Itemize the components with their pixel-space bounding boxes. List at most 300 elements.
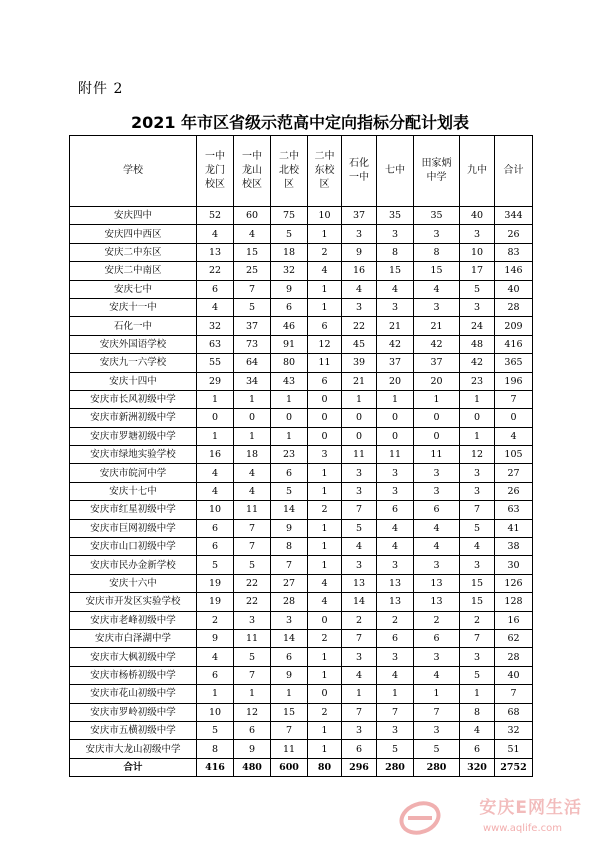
quota-cell: 10 xyxy=(460,243,495,261)
quota-cell: 5 xyxy=(197,556,234,574)
quota-cell: 2 xyxy=(197,611,234,629)
quota-cell: 5 xyxy=(271,482,308,500)
quota-cell: 0 xyxy=(377,427,414,445)
quota-cell: 27 xyxy=(495,464,533,482)
table-row xyxy=(70,372,533,390)
quota-cell: 30 xyxy=(495,556,533,574)
quota-cell: 16 xyxy=(495,611,533,629)
school-name-cell: 安庆市大枫初级中学 xyxy=(70,648,197,666)
quota-cell: 1 xyxy=(414,685,460,703)
quota-cell: 19 xyxy=(197,574,234,592)
quota-cell: 11 xyxy=(342,446,377,464)
quota-cell: 9 xyxy=(342,243,377,261)
quota-cell: 37 xyxy=(234,317,271,335)
school-name-cell: 安庆市民办金新学校 xyxy=(70,556,197,574)
table-row xyxy=(70,390,533,408)
table-row xyxy=(70,740,533,758)
quota-cell: 9 xyxy=(271,666,308,684)
table-row xyxy=(70,243,533,261)
quota-cell: 365 xyxy=(495,354,533,372)
quota-cell: 5 xyxy=(342,519,377,537)
quota-cell: 3 xyxy=(342,482,377,500)
quota-cell: 6 xyxy=(197,280,234,298)
quota-cell: 14 xyxy=(271,629,308,647)
quota-cell: 5 xyxy=(460,666,495,684)
quota-cell: 4 xyxy=(197,464,234,482)
quota-cell: 3 xyxy=(460,482,495,500)
total-cell: 296 xyxy=(342,758,377,776)
quota-cell: 24 xyxy=(460,317,495,335)
quota-cell: 7 xyxy=(234,519,271,537)
table-row xyxy=(70,685,533,703)
quota-cell: 29 xyxy=(197,372,234,390)
quota-cell: 26 xyxy=(495,225,533,243)
column-header: 田家炳中学 xyxy=(414,136,460,207)
quota-cell: 6 xyxy=(460,740,495,758)
quota-cell: 4 xyxy=(377,280,414,298)
table-row xyxy=(70,629,533,647)
quota-cell: 40 xyxy=(460,207,495,225)
quota-cell: 1 xyxy=(308,648,342,666)
quota-cell: 3 xyxy=(377,482,414,500)
quota-cell: 46 xyxy=(271,317,308,335)
quota-cell: 126 xyxy=(495,574,533,592)
quota-cell: 13 xyxy=(414,593,460,611)
quota-cell: 9 xyxy=(271,280,308,298)
quota-cell: 0 xyxy=(377,409,414,427)
quota-cell: 37 xyxy=(414,354,460,372)
quota-cell: 3 xyxy=(460,556,495,574)
quota-cell: 3 xyxy=(414,721,460,739)
quota-cell: 7 xyxy=(342,501,377,519)
quota-cell: 6 xyxy=(234,721,271,739)
school-name-cell: 安庆二中南区 xyxy=(70,262,197,280)
quota-cell: 1 xyxy=(308,740,342,758)
quota-cell: 7 xyxy=(234,280,271,298)
quota-cell: 4 xyxy=(414,280,460,298)
quota-cell: 48 xyxy=(460,335,495,353)
quota-cell: 68 xyxy=(495,703,533,721)
table-row xyxy=(70,464,533,482)
quota-cell: 15 xyxy=(377,262,414,280)
quota-cell: 0 xyxy=(308,409,342,427)
quota-cell: 1 xyxy=(308,519,342,537)
quota-cell: 10 xyxy=(308,207,342,225)
quota-cell: 209 xyxy=(495,317,533,335)
quota-cell: 11 xyxy=(308,354,342,372)
quota-cell: 3 xyxy=(342,225,377,243)
quota-cell: 3 xyxy=(342,298,377,316)
quota-cell: 1 xyxy=(460,427,495,445)
quota-cell: 4 xyxy=(197,225,234,243)
quota-cell: 6 xyxy=(308,317,342,335)
quota-cell: 75 xyxy=(271,207,308,225)
quota-cell: 18 xyxy=(271,243,308,261)
quota-cell: 1 xyxy=(377,390,414,408)
quota-cell: 45 xyxy=(342,335,377,353)
quota-cell: 3 xyxy=(342,556,377,574)
table-row xyxy=(70,298,533,316)
quota-cell: 22 xyxy=(197,262,234,280)
column-header: 一中龙山校区 xyxy=(234,136,271,207)
quota-cell: 4 xyxy=(414,538,460,556)
school-name-cell: 安庆市山口初级中学 xyxy=(70,538,197,556)
quota-cell: 28 xyxy=(495,648,533,666)
quota-cell: 35 xyxy=(414,207,460,225)
quota-cell: 0 xyxy=(460,409,495,427)
quota-cell: 32 xyxy=(495,721,533,739)
school-name-cell: 安庆市绿地实验学校 xyxy=(70,446,197,464)
quota-cell: 23 xyxy=(271,446,308,464)
quota-cell: 416 xyxy=(495,335,533,353)
quota-cell: 13 xyxy=(197,243,234,261)
quota-cell: 3 xyxy=(377,225,414,243)
table-row xyxy=(70,317,533,335)
table-row xyxy=(70,648,533,666)
school-name-cell: 安庆七中 xyxy=(70,280,197,298)
quota-cell: 28 xyxy=(495,298,533,316)
quota-cell: 60 xyxy=(234,207,271,225)
quota-cell: 11 xyxy=(271,740,308,758)
quota-cell: 0 xyxy=(495,409,533,427)
column-header: 合计 xyxy=(495,136,533,207)
school-name-cell: 安庆市白泽湖中学 xyxy=(70,629,197,647)
quota-cell: 13 xyxy=(377,574,414,592)
quota-cell: 37 xyxy=(377,354,414,372)
quota-cell: 3 xyxy=(342,648,377,666)
quota-cell: 41 xyxy=(495,519,533,537)
quota-cell: 3 xyxy=(377,648,414,666)
quota-cell: 40 xyxy=(495,666,533,684)
quota-cell: 83 xyxy=(495,243,533,261)
quota-cell: 11 xyxy=(234,629,271,647)
quota-cell: 6 xyxy=(197,538,234,556)
school-name-cell: 安庆十四中 xyxy=(70,372,197,390)
quota-cell: 19 xyxy=(197,593,234,611)
column-header: 学校 xyxy=(70,136,197,207)
quota-cell: 7 xyxy=(271,721,308,739)
table-row xyxy=(70,666,533,684)
quota-cell: 1 xyxy=(377,685,414,703)
quota-cell: 15 xyxy=(460,593,495,611)
quota-cell: 34 xyxy=(234,372,271,390)
quota-cell: 4 xyxy=(414,519,460,537)
quota-cell: 3 xyxy=(460,648,495,666)
quota-cell: 37 xyxy=(342,207,377,225)
quota-cell: 21 xyxy=(414,317,460,335)
quota-cell: 16 xyxy=(342,262,377,280)
quota-cell: 27 xyxy=(271,574,308,592)
school-name-cell: 安庆外国语学校 xyxy=(70,335,197,353)
quota-cell: 4 xyxy=(342,538,377,556)
quota-cell: 16 xyxy=(197,446,234,464)
quota-cell: 22 xyxy=(234,593,271,611)
quota-cell: 14 xyxy=(271,501,308,519)
quota-cell: 20 xyxy=(377,372,414,390)
quota-cell: 7 xyxy=(342,703,377,721)
quota-cell: 32 xyxy=(271,262,308,280)
quota-cell: 10 xyxy=(197,703,234,721)
quota-cell: 8 xyxy=(377,243,414,261)
quota-cell: 3 xyxy=(342,721,377,739)
quota-cell: 4 xyxy=(342,666,377,684)
quota-cell: 11 xyxy=(234,501,271,519)
quota-cell: 28 xyxy=(271,593,308,611)
quota-cell: 7 xyxy=(342,629,377,647)
quota-cell: 18 xyxy=(234,446,271,464)
quota-cell: 3 xyxy=(414,482,460,500)
quota-cell: 0 xyxy=(414,409,460,427)
quota-cell: 0 xyxy=(234,409,271,427)
quota-cell: 5 xyxy=(377,740,414,758)
quota-cell: 1 xyxy=(197,685,234,703)
quota-cell: 2 xyxy=(414,611,460,629)
quota-cell: 0 xyxy=(414,427,460,445)
column-header: 九中 xyxy=(460,136,495,207)
e-logo-icon xyxy=(398,796,442,840)
quota-cell: 15 xyxy=(234,243,271,261)
table-row xyxy=(70,482,533,500)
quota-cell: 5 xyxy=(234,648,271,666)
quota-cell: 6 xyxy=(197,519,234,537)
quota-cell: 128 xyxy=(495,593,533,611)
quota-cell: 38 xyxy=(495,538,533,556)
quota-cell: 11 xyxy=(414,446,460,464)
quota-cell: 10 xyxy=(197,501,234,519)
quota-cell: 7 xyxy=(495,685,533,703)
watermark xyxy=(412,794,592,842)
quota-cell: 1 xyxy=(234,390,271,408)
quota-cell: 6 xyxy=(414,501,460,519)
quota-cell: 0 xyxy=(308,611,342,629)
quota-cell: 1 xyxy=(460,685,495,703)
quota-cell: 13 xyxy=(377,593,414,611)
quota-cell: 4 xyxy=(308,262,342,280)
quota-cell: 6 xyxy=(308,372,342,390)
table-row xyxy=(70,721,533,739)
quota-cell: 35 xyxy=(377,207,414,225)
quota-cell: 62 xyxy=(495,629,533,647)
school-name-cell: 安庆市长风初级中学 xyxy=(70,390,197,408)
quota-cell: 0 xyxy=(271,409,308,427)
quota-cell: 7 xyxy=(495,390,533,408)
school-name-cell: 安庆市杨桥初级中学 xyxy=(70,666,197,684)
quota-cell: 80 xyxy=(271,354,308,372)
quota-cell: 3 xyxy=(460,225,495,243)
quota-cell: 2 xyxy=(308,629,342,647)
quota-cell: 7 xyxy=(460,501,495,519)
school-name-cell: 安庆九一六学校 xyxy=(70,354,197,372)
table-row xyxy=(70,335,533,353)
quota-cell: 39 xyxy=(342,354,377,372)
quota-cell: 5 xyxy=(460,519,495,537)
total-cell: 80 xyxy=(308,758,342,776)
school-name-cell: 安庆十一中 xyxy=(70,298,197,316)
quota-cell: 344 xyxy=(495,207,533,225)
quota-cell: 9 xyxy=(197,629,234,647)
quota-cell: 2 xyxy=(342,611,377,629)
school-name-cell: 安庆十七中 xyxy=(70,482,197,500)
quota-cell: 1 xyxy=(460,390,495,408)
school-name-cell: 安庆市花山初级中学 xyxy=(70,685,197,703)
school-name-cell: 安庆二中东区 xyxy=(70,243,197,261)
quota-cell: 1 xyxy=(197,427,234,445)
table-row xyxy=(70,501,533,519)
quota-cell: 1 xyxy=(342,685,377,703)
quota-cell: 3 xyxy=(377,556,414,574)
quota-cell: 22 xyxy=(234,574,271,592)
quota-cell: 3 xyxy=(271,611,308,629)
quota-cell: 55 xyxy=(197,354,234,372)
quota-cell: 26 xyxy=(495,482,533,500)
table-row xyxy=(70,207,533,225)
quota-cell: 8 xyxy=(414,243,460,261)
quota-cell: 5 xyxy=(414,740,460,758)
school-name-cell: 安庆市红星初级中学 xyxy=(70,501,197,519)
school-name-cell: 安庆四中西区 xyxy=(70,225,197,243)
quota-cell: 5 xyxy=(460,280,495,298)
quota-cell: 42 xyxy=(414,335,460,353)
quota-cell: 7 xyxy=(234,666,271,684)
quota-cell: 4 xyxy=(234,225,271,243)
quota-cell: 63 xyxy=(495,501,533,519)
quota-cell: 9 xyxy=(271,519,308,537)
total-cell: 280 xyxy=(377,758,414,776)
table-row xyxy=(70,519,533,537)
table-row xyxy=(70,703,533,721)
quota-cell: 7 xyxy=(414,703,460,721)
table-row xyxy=(70,574,533,592)
quota-table xyxy=(69,135,533,777)
quota-cell: 3 xyxy=(377,464,414,482)
header-row xyxy=(70,136,533,207)
quota-cell: 1 xyxy=(308,721,342,739)
quota-cell: 3 xyxy=(377,298,414,316)
school-name-cell: 安庆四中 xyxy=(70,207,197,225)
quota-cell: 4 xyxy=(377,538,414,556)
quota-cell: 1 xyxy=(414,390,460,408)
total-row xyxy=(70,758,533,776)
quota-cell: 2 xyxy=(308,501,342,519)
quota-cell: 0 xyxy=(342,427,377,445)
total-cell: 合计 xyxy=(70,758,197,776)
quota-cell: 3 xyxy=(342,464,377,482)
quota-cell: 6 xyxy=(271,648,308,666)
quota-cell: 6 xyxy=(197,666,234,684)
quota-cell: 64 xyxy=(234,354,271,372)
table-row xyxy=(70,446,533,464)
school-name-cell: 安庆市五横初级中学 xyxy=(70,721,197,739)
quota-cell: 1 xyxy=(308,280,342,298)
quota-cell: 5 xyxy=(197,721,234,739)
attachment-label: 附件 2 xyxy=(78,81,124,97)
column-header: 二中东校区 xyxy=(308,136,342,207)
school-name-cell: 安庆市巨网初级中学 xyxy=(70,519,197,537)
quota-cell: 196 xyxy=(495,372,533,390)
quota-cell: 1 xyxy=(271,427,308,445)
quota-cell: 1 xyxy=(271,685,308,703)
quota-cell: 52 xyxy=(197,207,234,225)
quota-cell: 6 xyxy=(342,740,377,758)
quota-cell: 0 xyxy=(308,427,342,445)
total-cell: 600 xyxy=(271,758,308,776)
quota-cell: 15 xyxy=(414,262,460,280)
total-cell: 416 xyxy=(197,758,234,776)
school-name-cell: 安庆十六中 xyxy=(70,574,197,592)
table-row xyxy=(70,280,533,298)
total-cell: 320 xyxy=(460,758,495,776)
quota-cell: 1 xyxy=(234,427,271,445)
quota-cell: 1 xyxy=(308,666,342,684)
quota-cell: 146 xyxy=(495,262,533,280)
quota-cell: 3 xyxy=(460,464,495,482)
school-name-cell: 安庆市开发区实验学校 xyxy=(70,593,197,611)
quota-cell: 2 xyxy=(308,243,342,261)
quota-cell: 0 xyxy=(197,409,234,427)
quota-cell: 1 xyxy=(197,390,234,408)
quota-cell: 3 xyxy=(460,298,495,316)
quota-cell: 4 xyxy=(234,464,271,482)
quota-cell: 3 xyxy=(234,611,271,629)
quota-cell: 63 xyxy=(197,335,234,353)
quota-cell: 51 xyxy=(495,740,533,758)
quota-cell: 2 xyxy=(460,611,495,629)
quota-cell: 17 xyxy=(460,262,495,280)
quota-cell: 8 xyxy=(271,538,308,556)
quota-cell: 3 xyxy=(414,225,460,243)
quota-cell: 4 xyxy=(414,666,460,684)
quota-cell: 6 xyxy=(377,629,414,647)
quota-cell: 12 xyxy=(308,335,342,353)
column-header: 石化一中 xyxy=(342,136,377,207)
quota-cell: 21 xyxy=(377,317,414,335)
quota-cell: 5 xyxy=(271,225,308,243)
quota-cell: 25 xyxy=(234,262,271,280)
quota-cell: 4 xyxy=(234,482,271,500)
quota-cell: 4 xyxy=(308,574,342,592)
total-cell: 280 xyxy=(414,758,460,776)
quota-cell: 3 xyxy=(414,298,460,316)
total-cell: 2752 xyxy=(495,758,533,776)
quota-cell: 4 xyxy=(460,721,495,739)
table-body xyxy=(70,207,533,759)
quota-cell: 42 xyxy=(377,335,414,353)
table-row xyxy=(70,611,533,629)
quota-cell: 0 xyxy=(308,685,342,703)
watermark-url: www.aqlife.com xyxy=(482,823,562,834)
quota-cell: 1 xyxy=(271,390,308,408)
quota-cell: 40 xyxy=(495,280,533,298)
table-row xyxy=(70,262,533,280)
table-row xyxy=(70,225,533,243)
quota-cell: 8 xyxy=(460,703,495,721)
quota-cell: 9 xyxy=(234,740,271,758)
quota-cell: 4 xyxy=(460,538,495,556)
quota-cell: 5 xyxy=(234,556,271,574)
school-name-cell: 安庆市大龙山初级中学 xyxy=(70,740,197,758)
quota-cell: 4 xyxy=(342,280,377,298)
quota-cell: 7 xyxy=(460,629,495,647)
quota-cell: 15 xyxy=(460,574,495,592)
column-header: 二中北校区 xyxy=(271,136,308,207)
quota-cell: 6 xyxy=(414,629,460,647)
table-row xyxy=(70,593,533,611)
quota-cell: 3 xyxy=(414,648,460,666)
school-name-cell: 安庆市罗岭初级中学 xyxy=(70,703,197,721)
quota-cell: 1 xyxy=(342,390,377,408)
school-name-cell: 石化一中 xyxy=(70,317,197,335)
quota-cell: 1 xyxy=(308,482,342,500)
